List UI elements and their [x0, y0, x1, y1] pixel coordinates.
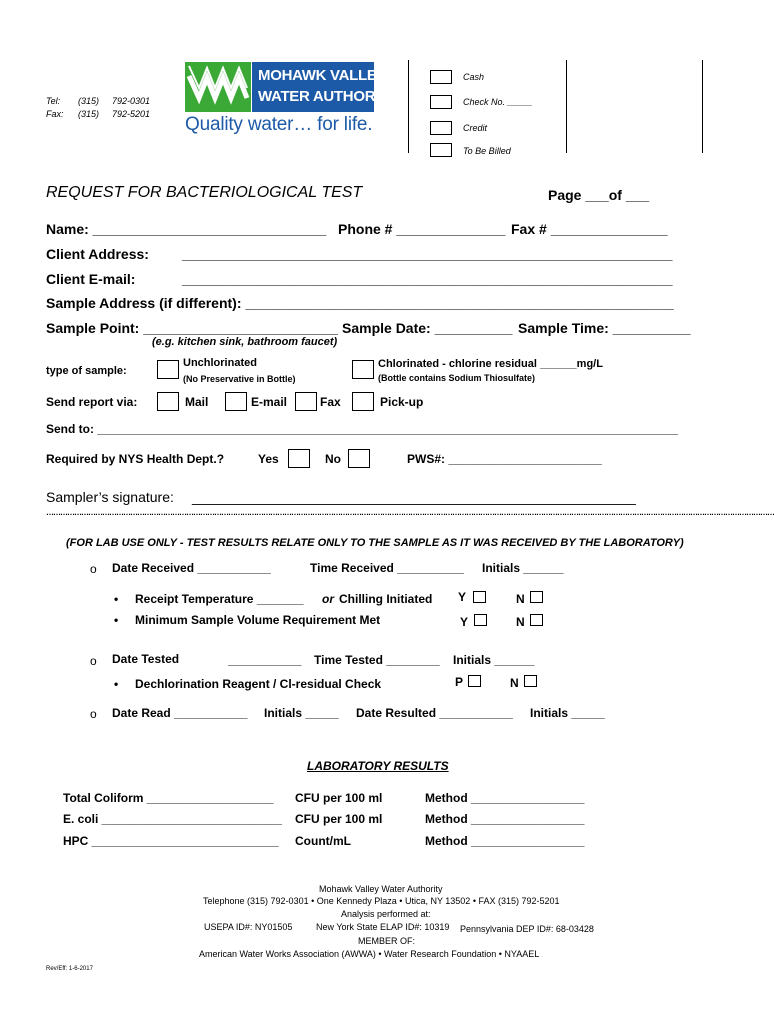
date-tested-label: Date Tested — [112, 652, 180, 666]
min-volume-label: Minimum Sample Volume Requirement Met — [135, 613, 381, 627]
form-title: REQUEST FOR BACTERIOLOGICAL TEST — [46, 184, 363, 201]
tel-label: Tel: — [46, 96, 61, 106]
sampler-signature-field[interactable]: _________________________________________________________ — [192, 489, 636, 505]
client-address-field[interactable]: _______________________________________________________________ — [182, 246, 673, 262]
dechlor-n-checkbox[interactable] — [524, 675, 537, 687]
volume-n-checkbox[interactable] — [530, 614, 543, 626]
unchlorinated-note: (No Preservative in Bottle) — [183, 374, 296, 384]
logo-line1: MOHAWK VALLEY — [258, 67, 387, 84]
lab-notice: (FOR LAB USE ONLY - TEST RESULTS RELATE ONLY TO THE SAMPLE AS IT WAS RECEIVED BY THE LABORATORY) — [66, 537, 684, 549]
billed-checkbox[interactable] — [430, 143, 452, 157]
bullet-circle-3: o — [90, 707, 97, 721]
initials-1-field[interactable]: Initials ______ — [482, 561, 564, 575]
logo-mark-icon — [185, 62, 251, 112]
mail-label: Mail — [185, 395, 209, 409]
initials-4-field[interactable]: Initials _____ — [530, 706, 605, 720]
date-read-field[interactable]: Date Read ___________ — [112, 706, 248, 720]
volume-n-label: N — [516, 615, 525, 629]
time-received-field[interactable]: Time Received __________ — [310, 561, 464, 575]
receipt-temp-field[interactable]: Receipt Temperature _______ — [135, 592, 304, 606]
client-email-field[interactable]: _______________________________________________________________ — [182, 271, 673, 287]
bullet-dot-1: • — [114, 592, 119, 606]
ecoli-method[interactable]: Method _________________ — [425, 812, 585, 826]
hpc-unit: Count/mL — [295, 834, 351, 848]
unchlorinated-label: Unchlorinated — [183, 357, 257, 369]
tagline: Quality water… for life. — [185, 114, 373, 135]
chlorinated-checkbox[interactable] — [352, 360, 374, 379]
send-to-field[interactable]: Send to: _______________________________________________________________________________________ — [46, 422, 678, 436]
dechlor-p-label: P — [455, 675, 464, 689]
payment-divider-right — [702, 60, 703, 153]
bullet-dot-2: • — [114, 613, 119, 627]
total-coliform-unit: CFU per 100 ml — [295, 791, 383, 805]
date-tested-field[interactable]: ___________ — [228, 653, 302, 667]
chilling-label: Chilling Initiated — [339, 592, 433, 606]
billed-label: To Be Billed — [463, 146, 511, 156]
pickup-label: Pick-up — [380, 395, 424, 409]
logo-line2: WATER AUTHORITY — [258, 88, 398, 105]
footer-member: MEMBER OF: — [358, 936, 416, 946]
tel-area: (315) — [78, 96, 100, 106]
page-count: Page ___of ___ — [548, 187, 650, 203]
type-of-sample-label: type of sample: — [46, 365, 127, 377]
fax-number: 792-5201 — [112, 109, 151, 119]
fax-option-label: Fax — [320, 395, 341, 409]
logo-box — [252, 62, 398, 112]
sample-date-field[interactable]: Sample Date: __________ — [342, 320, 513, 336]
total-coliform-method[interactable]: Method _________________ — [425, 791, 585, 805]
no-label: No — [325, 452, 341, 466]
divider-dots: …………………………………………………………………………………………………………………………………………………………………………………………………………………………………………………………………………………… — [46, 508, 774, 517]
email-checkbox[interactable] — [225, 392, 247, 411]
yes-label: Yes — [258, 452, 279, 466]
cash-label: Cash — [463, 72, 485, 82]
chilling-n-label: N — [516, 592, 525, 606]
pickup-checkbox[interactable] — [352, 392, 374, 411]
chlorinated-note: (Bottle contains Sodium Thiosulfate) — [378, 373, 535, 383]
volume-y-label: Y — [460, 615, 469, 629]
footer-affiliations: American Water Works Association (AWWA) • Water Research Foundation • NYAAEL — [199, 949, 540, 959]
check-label: Check No. _____ — [463, 97, 533, 107]
dechlor-p-checkbox[interactable] — [468, 675, 481, 687]
footer-contact: Telephone (315) 792-0301 • One Kennedy Plaza • Utica, NY 13502 • FAX (315) 792-5201 — [203, 896, 560, 906]
nys-label: Required by NYS Health Dept.? — [46, 452, 225, 466]
credit-label: Credit — [463, 123, 488, 133]
nys-no-checkbox[interactable] — [348, 449, 370, 468]
chilling-y-checkbox[interactable] — [473, 591, 486, 603]
ecoli-unit: CFU per 100 ml — [295, 812, 383, 826]
sample-point-field[interactable]: Sample Point: _________________________ — [46, 320, 338, 336]
sample-address-field[interactable]: Sample Address (if different): _______________________________________________________ — [46, 295, 674, 311]
or-text: or — [322, 592, 334, 606]
payment-divider-mid — [566, 60, 567, 153]
ecoli-field[interactable]: E. coli ___________________________ — [63, 812, 282, 826]
email-label: E-mail — [251, 395, 288, 409]
volume-y-checkbox[interactable] — [474, 614, 487, 626]
footer-elap: New York State ELAP ID#: 10319 — [316, 922, 450, 932]
chilling-y-label: Y — [458, 590, 467, 604]
bullet-circle-1: o — [90, 562, 97, 576]
sample-point-example: (e.g. kitchen sink, bathroom faucet) — [152, 336, 338, 348]
nys-yes-checkbox[interactable] — [288, 449, 310, 468]
name-field[interactable]: Name: ______________________________ — [46, 221, 327, 237]
fax-area: (315) — [78, 109, 100, 119]
pws-field[interactable]: PWS#: _______________________ — [407, 452, 602, 466]
fax-field[interactable]: Fax # _______________ — [511, 221, 668, 237]
hpc-method[interactable]: Method _________________ — [425, 834, 585, 848]
unchlorinated-checkbox[interactable] — [157, 360, 179, 379]
cash-checkbox[interactable] — [430, 70, 452, 84]
results-heading: LABORATORY RESULTS — [307, 759, 449, 773]
payment-divider-left — [408, 60, 409, 153]
client-email-label: Client E-mail: — [46, 271, 136, 287]
chilling-n-checkbox[interactable] — [530, 591, 543, 603]
send-report-label: Send report via: — [46, 395, 138, 409]
footer-analysis: Analysis performed at: — [341, 909, 431, 919]
dechlor-n-label: N — [510, 676, 519, 690]
tel-number: 792-0301 — [112, 96, 151, 106]
sample-time-field[interactable]: Sample Time: __________ — [518, 320, 691, 336]
time-tested-field[interactable]: Time Tested ________ — [314, 653, 440, 667]
check-checkbox[interactable] — [430, 95, 452, 109]
initials-3-field[interactable]: Initials _____ — [264, 706, 339, 720]
fax-checkbox[interactable] — [295, 392, 317, 411]
date-resulted-field[interactable]: Date Resulted ___________ — [356, 706, 513, 720]
footer-pa-dep: Pennsylvania DEP ID#: 68-03428 — [460, 924, 594, 934]
credit-checkbox[interactable] — [430, 121, 452, 135]
chlorinated-label: Chlorinated - chlorine residual ______mg/L — [378, 358, 603, 370]
sampler-label: Sampler’s signature: — [46, 489, 174, 505]
footer-usepa: USEPA ID#: NY01505 — [204, 922, 293, 932]
dechlorination-label: Dechlorination Reagent / Cl-residual Check — [135, 677, 382, 691]
mail-checkbox[interactable] — [157, 392, 179, 411]
rev-date: Rev/Eff: 1-6-2017 — [46, 966, 93, 972]
bullet-circle-2: o — [90, 654, 97, 668]
phone-field[interactable]: Phone # ______________ — [338, 221, 506, 237]
client-address-label: Client Address: — [46, 246, 149, 262]
fax-label: Fax: — [46, 109, 64, 119]
bullet-dot-3: • — [114, 677, 119, 691]
date-received-field[interactable]: Date Received ___________ — [112, 561, 271, 575]
hpc-field[interactable]: HPC ____________________________ — [63, 834, 279, 848]
total-coliform-field[interactable]: Total Coliform ___________________ — [63, 791, 274, 805]
initials-2-field[interactable]: Initials ______ — [453, 653, 535, 667]
footer-org: Mohawk Valley Water Authority — [319, 884, 443, 894]
